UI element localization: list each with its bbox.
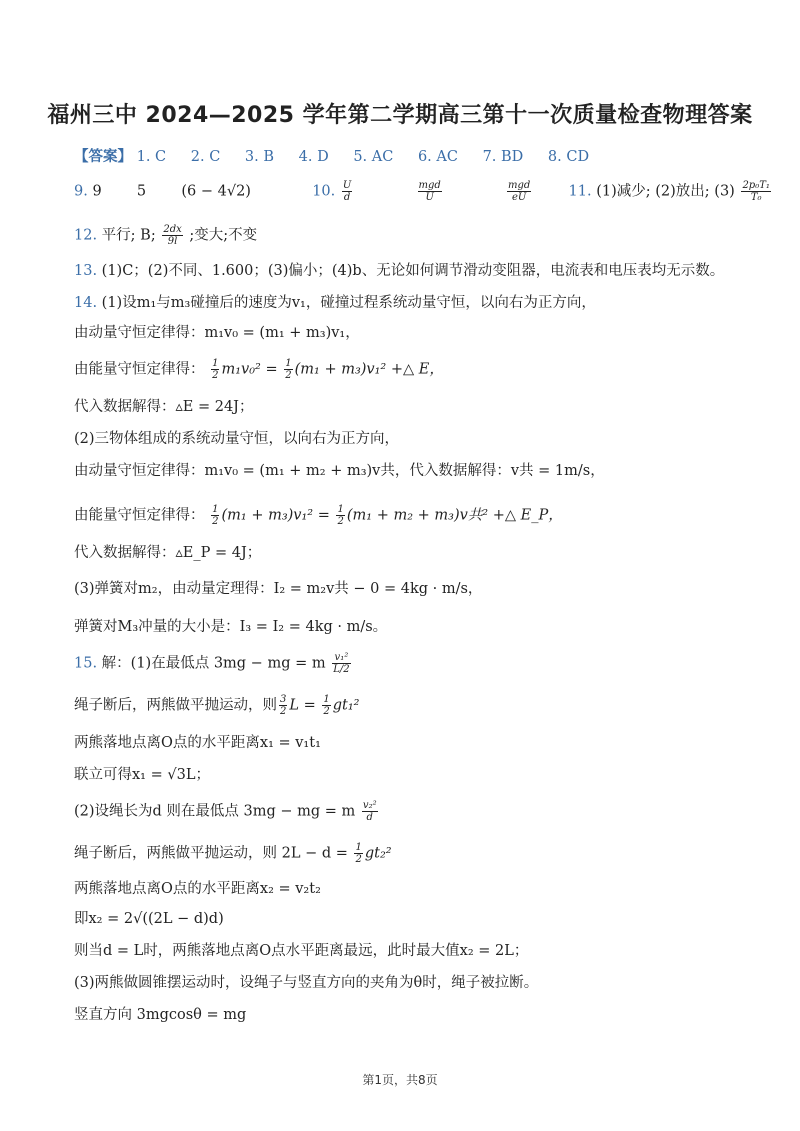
q15-line-2: 绳子断后，两熊做平抛运动，则 $\frac{3}{2}$ L = $\frac{1}{2}$ gt₁² [74, 694, 360, 717]
q15-line-3: 两熊落地点离O点的水平距离x₁ = v₁t₁ [74, 735, 321, 751]
half-frac: $\frac{1}{2}$ [285, 358, 292, 381]
q14-line-8: 代入数据解得：▵E_P = 4J； [74, 545, 262, 561]
half-frac: $\frac{1}{2}$ [323, 694, 330, 717]
q14-line-10: 弹簧对M₃冲量的大小是：I₃ = I₂ = 4kg · m/s。 [74, 619, 388, 635]
q10-number: 10. [312, 183, 336, 200]
q15-line-1: 15. 解：(1)在最低点 3mg − mg = m $\frac{\text{v₁²}}{L/2}$ [74, 652, 350, 675]
q12-row [74, 224, 257, 247]
mc-answers-row [74, 146, 609, 168]
page-footer: 第1页，共8页 [362, 1073, 438, 1087]
q13-row [74, 260, 724, 282]
answer-1: 1. C [136, 149, 167, 165]
q9-answer-1: 9 [92, 183, 102, 200]
page-title: 福州三中 2024—2025 学年第二学期高三第十一次质量检查物理答案 [47, 103, 753, 128]
q10-frac-2: $\frac{\text{mgd}}{U}$ [418, 180, 441, 203]
q11-frac: $\frac{\text{2p₀T₁}}{\text{T₀}}$ [742, 180, 770, 203]
answer-7: 7. BD [482, 149, 524, 165]
answer-5: 5. AC [353, 149, 394, 165]
q9-number: 9. [74, 183, 88, 200]
half-frac: $\frac{1}{2}$ [212, 504, 219, 527]
q10-frac-3: $\frac{\text{mgd}}{eU}$ [508, 180, 531, 203]
half-frac: $\frac{1}{2}$ [337, 504, 344, 527]
q14-line-4: 代入数据解得：▵E = 24J； [74, 399, 254, 415]
q15-line-5: (2)设绳长为d 则在最低点 3mg − mg = m $\frac{\text{v₂²}}{d}$ [74, 800, 377, 823]
q15-line-7: 两熊落地点离O点的水平距离x₂ = v₂t₂ [74, 881, 321, 897]
answer-3: 3. B [244, 149, 275, 165]
answer-6: 6. AC [417, 149, 458, 165]
q11-text: (1)减少; (2)放出; (3) [596, 183, 735, 200]
q9-answer-2: 5 [136, 183, 147, 200]
q15-line-10: (3)两熊做圆锥摆运动时，设绳子与竖直方向的夹角为θ时，绳子被拉断。 [74, 975, 539, 991]
half-frac: $\frac{1}{2}$ [212, 358, 219, 381]
q12-text-a: 平行; B; [101, 227, 161, 244]
q15-line-8: 即x₂ = 2√((2L − d)d) [74, 911, 224, 927]
q12-number: 12. [74, 227, 98, 244]
q14-line-2: 由动量守恒定律得：m₁v₀ = (m₁ + m₃)v₁， [74, 325, 360, 341]
answer-8: 8. CD [547, 149, 590, 165]
answers-label: 【答案】 [74, 148, 132, 165]
q14-line-1: 14. (1)设m₁与m₃碰撞后的速度为v₁，碰撞过程系统动量守恒，以向右为正方向， [74, 295, 596, 311]
q14-line-3: 由能量守恒定律得： $\frac{1}{2}$ m₁v₀² = $\frac{1}{2}$ (m₁ + m₃)v₁² +△ E， [74, 358, 444, 381]
q14-line-5: (2)三物体组成的系统动量守恒，以向右为正方向， [74, 431, 400, 447]
q12-text-b: ;变大;不变 [189, 227, 258, 244]
q12-frac: $\frac{2dx}{9l}$ [163, 224, 182, 247]
q14-line-9: (3)弹簧对m₂，由动量定理得：I₂ = m₂v共 − 0 = 4kg · m/s， [74, 581, 483, 597]
q15-frac-2: $\frac{\text{v₂²}}{d}$ [362, 800, 377, 823]
half-frac: $\frac{1}{2}$ [355, 842, 362, 865]
q13-number: 13. [74, 263, 98, 279]
q15-number: 15. [74, 655, 98, 672]
q15-frac-1: $\frac{\text{v₁²}}{L/2}$ [333, 652, 350, 675]
q14-line-6: 由动量守恒定律得：m₁v₀ = (m₁ + m₂ + m₃)v共，代入数据解得：v共 = 1m/s， [74, 463, 605, 479]
q11-number: 11. [568, 183, 592, 200]
q13-text: (1)C；(2)不同、1.600；(3)偏小；(4)b、无论如何调节滑动变阻器，电流表和电压表均无示数。 [101, 263, 725, 279]
q15-line-11: 竖直方向 3mgcosθ = mg [74, 1007, 247, 1023]
q9-q11-row [74, 180, 773, 203]
three-half-frac: $\frac{3}{2}$ [280, 694, 287, 717]
q15-line-4: 联立可得x₁ = √3L； [74, 767, 210, 783]
q10-frac-1: $\frac{U}{d}$ [342, 180, 352, 203]
answer-2: 2. C [190, 149, 221, 165]
q15-line-9: 则当d = L时，两熊落地点离O点水平距离最远，此时最大值x₂ = 2L； [74, 943, 529, 959]
answer-4: 4. D [298, 149, 329, 165]
q15-line-6: 绳子断后，两熊做平抛运动，则 2L − d = $\frac{1}{2}$ gt₂² [74, 842, 392, 865]
q14-line-7: 由能量守恒定律得： $\frac{1}{2}$ (m₁ + m₃)v₁² = $\frac{1}{2}$ (m₁ + m₂ + m₃)v共² +△ E_P， [74, 504, 563, 527]
q14-number: 14. [74, 295, 98, 311]
q9-answer-3: (6 − 4√2) [181, 183, 251, 200]
